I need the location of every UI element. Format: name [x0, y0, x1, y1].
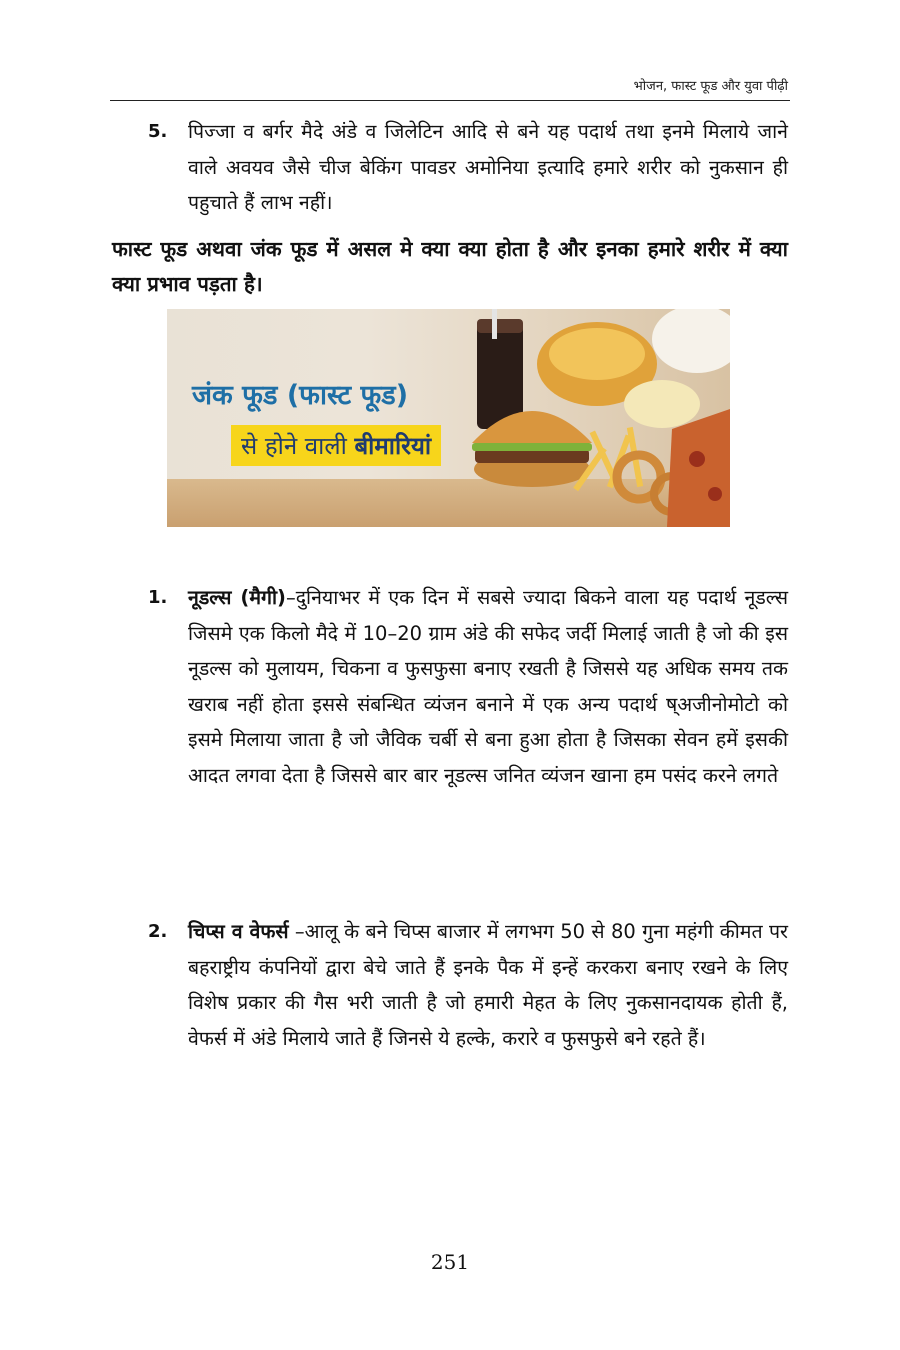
banner-subtitle — [231, 425, 441, 466]
banner-subtitle-bold: बीमारियां — [354, 432, 432, 460]
item-description: –दुनियाभर में एक दिन में सबसे ज्यादा बिकने वाला यह पदार्थ नूडल्स जिसमे एक किलो मैदे में 10–20 ग्राम अंडे की सफेद जर्दी मिलाई जाती है जो की इस नूडल्स को मुलायम, चिकना व फुसफुसा बनाए रखती है जिससे यह अधिक समय तक खराब नहीं होता इससे संबन्धित व्यंजन बनाने में एक अन्य पदार्थ ष्अजीनोमोटो को इसमे मिलाया जाता है जो जैविक चर्बी से बना हुआ होता है जिसका सेवन हमें इसकी आदत लगवा देता है जिससे बार बार नूडल्स जनित व्यंजन खाना हम पसंद करने लगते — [188, 586, 788, 787]
item-description: –आलू के बने चिप्स बाजार में लगभग 50 से 80 गुना महंगी कीमत पर बहराष्ट्रीय कंपनियों द्वारा बेचे जाते हैं इनके पैक में इन्हें करकरा बनाए रखने के लिए विशेष प्रकार की गैस भरी जाती है जो हमारी मेहत के लिए नुकसानदायक होती हैं, वेफर्स में अंडे मिलाये जाते हैं जिनसे ये हल्के, करारे व फुसफुसे बने रहते हैं। — [188, 920, 788, 1050]
running-header: भोजन, फास्ट फूड और युवा पीढ़ी — [633, 79, 788, 94]
item-text: पिज्जा व बर्गर मैदे अंडे व जिलेटिन आदि से बने यह पदार्थ तथा इनमे मिलाये जाने वाले अवयव जैसे चीज बेकिंग पावडर अमोनिया इत्यादि हमारे शरीर को नुकसान ही पहुचाते हैं लाभ नहीं। — [188, 120, 788, 214]
list-item-5 — [112, 114, 788, 221]
banner-title: जंक फूड (फास्ट फूड) — [192, 380, 409, 411]
popcorn-bowl — [652, 309, 730, 373]
junk-food-banner-image — [167, 309, 730, 527]
list-item-2 — [112, 914, 788, 1056]
potato-chips-plate — [624, 380, 700, 428]
pizza-slice — [667, 409, 730, 527]
list-item-1 — [112, 580, 788, 793]
cola-glass — [477, 319, 523, 429]
banner-subtitle-prefix: से होने वाली — [241, 432, 355, 460]
item-number: 2. — [148, 921, 168, 942]
item-number: 5. — [148, 121, 168, 142]
item-term: चिप्स व वेफर्स — [188, 920, 289, 943]
item-text — [188, 914, 788, 1056]
item-number: 1. — [148, 587, 168, 608]
section-heading: फास्ट फूड अथवा जंक फूड में असल मे क्या क्या होता है और इनका हमारे शरीर में क्या क्या प्रभाव पड़ता है। — [112, 237, 788, 296]
item-text — [188, 580, 788, 793]
header-rule — [110, 100, 790, 101]
page-number: 251 — [430, 1250, 470, 1274]
item-term: नूडल्स (मैगी) — [188, 586, 286, 609]
food-illustration — [167, 309, 730, 527]
